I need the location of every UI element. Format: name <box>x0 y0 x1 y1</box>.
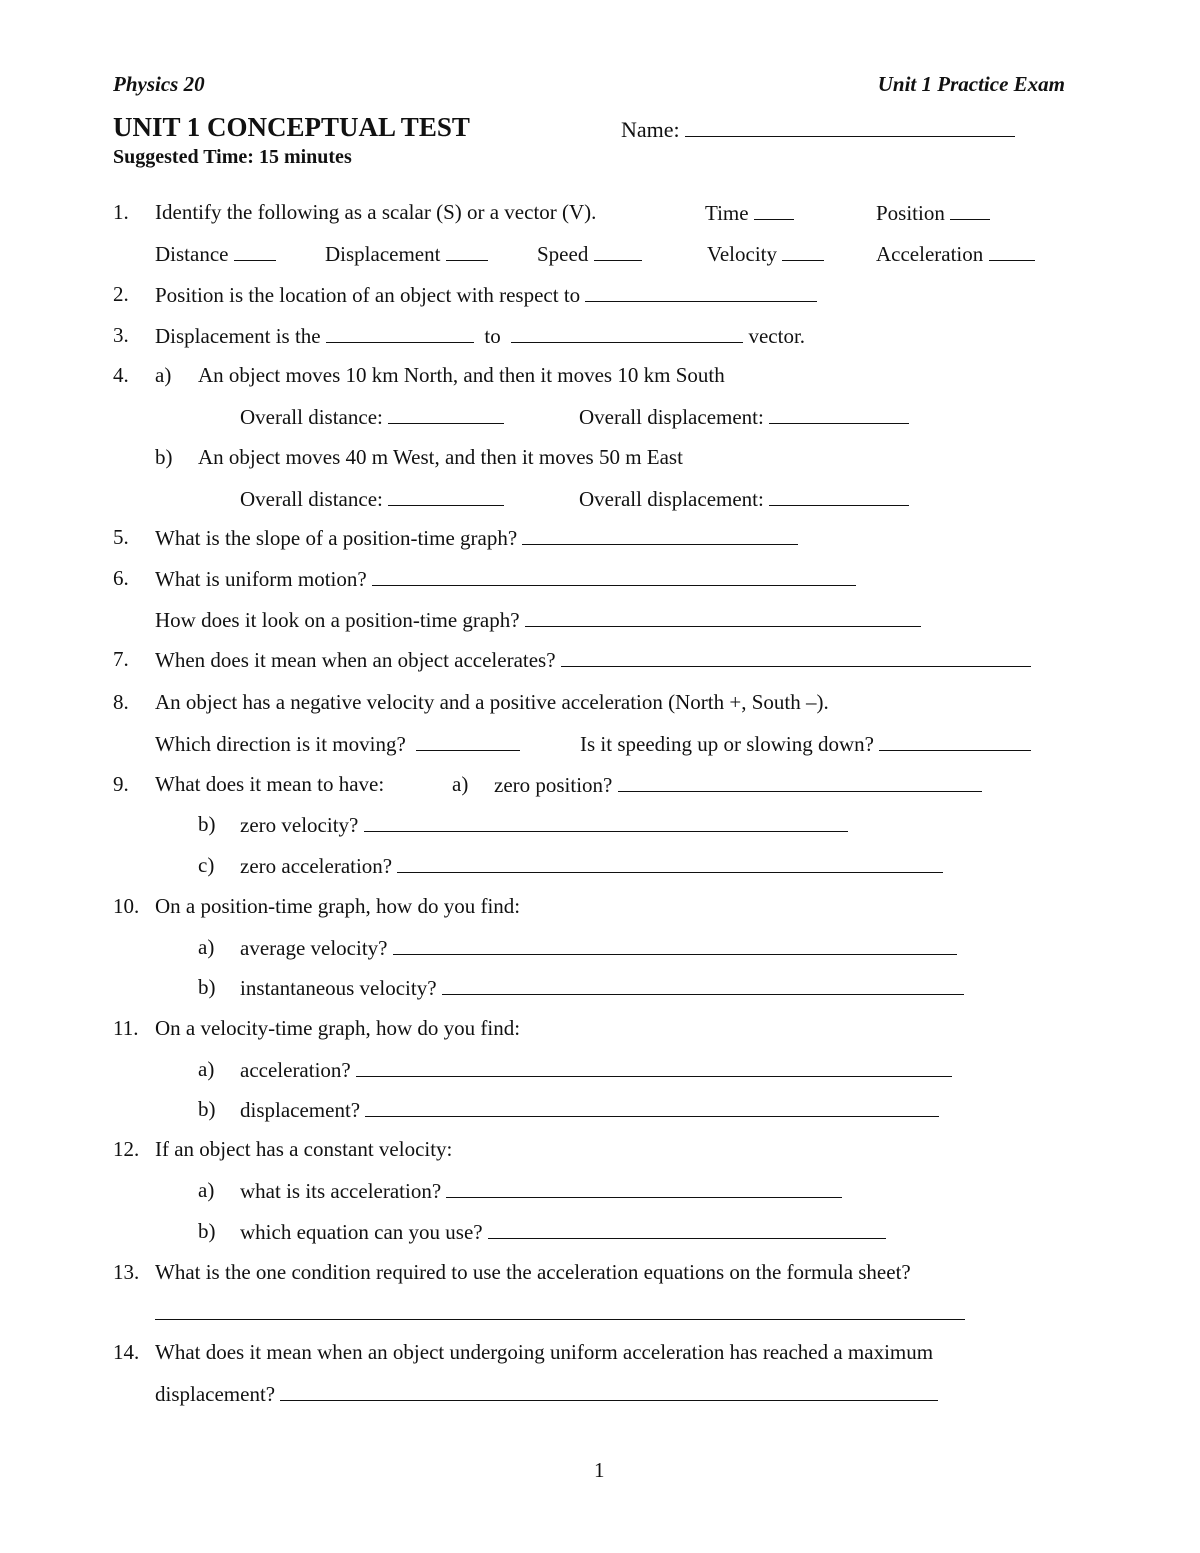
answer-blank[interactable] <box>525 607 921 627</box>
answer-blank[interactable] <box>372 566 856 586</box>
q11b-text: displacement? <box>240 1098 361 1122</box>
q14-text2: displacement? <box>155 1382 276 1406</box>
q9c-text: zero acceleration? <box>240 854 393 878</box>
q10-number: 10. <box>113 894 140 918</box>
q12a-text: what is its acceleration? <box>240 1179 442 1203</box>
q1-text: Identify the following as a scalar (S) or a vector (V). <box>155 200 597 224</box>
q3-text-c: vector. <box>748 324 806 348</box>
q14-text: What does it mean when an object undergoing uniform acceleration has reached a maximum <box>155 1340 934 1364</box>
q8-number: 8. <box>113 690 129 714</box>
q6-row <box>155 566 856 592</box>
q4b-distance <box>240 486 504 512</box>
q10-text: On a position-time graph, how do you find: <box>155 894 521 918</box>
answer-blank[interactable] <box>388 486 504 506</box>
q9-text: What does it mean to have: <box>155 772 385 796</box>
q9a-label: a) <box>452 772 469 796</box>
q13-answer-line[interactable] <box>155 1300 965 1326</box>
answer-blank[interactable] <box>522 525 798 545</box>
answer-blank[interactable] <box>326 323 474 343</box>
q7-number: 7. <box>113 647 129 671</box>
q12a-row <box>240 1178 842 1204</box>
q1-item-label: Acceleration <box>876 242 984 266</box>
q4a-text: An object moves 10 km North, and then it moves 10 km South <box>198 363 725 387</box>
answer-blank[interactable] <box>397 853 943 873</box>
q14-row2 <box>155 1381 938 1407</box>
answer-blank[interactable] <box>388 404 504 424</box>
answer-blank[interactable] <box>618 772 982 792</box>
page-number: 1 <box>594 1458 605 1482</box>
q4b-text: An object moves 40 m West, and then it moves 50 m East <box>198 445 683 469</box>
q1-item-position[interactable] <box>876 200 990 226</box>
q6-number: 6. <box>113 566 129 590</box>
q4a-displacement <box>579 404 909 430</box>
q11a-row <box>240 1057 952 1083</box>
q11a-text: acceleration? <box>240 1058 351 1082</box>
q10b-text: instantaneous velocity? <box>240 976 437 1000</box>
displacement-label: Overall displacement: <box>579 405 764 429</box>
answer-blank[interactable] <box>365 1097 939 1117</box>
q11b-row <box>240 1097 939 1123</box>
answer-blank[interactable] <box>769 404 909 424</box>
q2-text: Position is the location of an object with respect to <box>155 283 581 307</box>
q8-speeding-label: Is it speeding up or slowing down? <box>580 732 874 756</box>
q2-row <box>155 282 817 308</box>
q12a-label: a) <box>198 1178 215 1202</box>
q1-item-velocity[interactable] <box>707 241 824 267</box>
q5-text: What is the slope of a position-time graph? <box>155 526 518 550</box>
answer-blank[interactable] <box>782 241 824 261</box>
q10b-row <box>240 975 964 1001</box>
q13-number: 13. <box>113 1260 140 1284</box>
answer-blank[interactable] <box>594 241 642 261</box>
q5-row <box>155 525 798 551</box>
q6-text: What is uniform motion? <box>155 567 367 591</box>
q9-number: 9. <box>113 772 129 796</box>
q1-item-label: Velocity <box>707 242 777 266</box>
q1-item-label: Position <box>876 201 945 225</box>
q11-number: 11. <box>113 1016 139 1040</box>
q1-item-label: Displacement <box>325 242 441 266</box>
displacement-label: Overall displacement: <box>579 487 764 511</box>
q9b-label: b) <box>198 812 216 836</box>
answer-blank[interactable] <box>561 647 1031 667</box>
q9b-row <box>240 812 848 838</box>
answer-blank[interactable] <box>442 975 964 995</box>
page-title: UNIT 1 CONCEPTUAL TEST <box>113 112 470 142</box>
q10a-label: a) <box>198 935 215 959</box>
q10a-text: average velocity? <box>240 936 388 960</box>
q8-speeding <box>580 731 1031 757</box>
q12-number: 12. <box>113 1137 140 1161</box>
q6-text2: How does it look on a position-time graph? <box>155 608 520 632</box>
answer-blank[interactable] <box>585 282 817 302</box>
name-field[interactable] <box>621 117 1015 143</box>
q12-text: If an object has a constant velocity: <box>155 1137 453 1161</box>
q9c-label: c) <box>198 853 215 877</box>
answer-blank[interactable] <box>446 1178 842 1198</box>
q3-row <box>155 323 805 349</box>
q8-direction-label: Which direction is it moving? <box>155 732 406 756</box>
q7-row <box>155 647 1031 673</box>
answer-blank[interactable] <box>488 1219 886 1239</box>
answer-blank[interactable] <box>769 486 909 506</box>
q4a-distance <box>240 404 504 430</box>
q11-text: On a velocity-time graph, how do you find: <box>155 1016 521 1040</box>
answer-blank[interactable] <box>446 241 488 261</box>
suggested-time: Suggested Time: 15 minutes <box>113 146 352 168</box>
distance-label: Overall distance: <box>240 405 383 429</box>
q11b-label: b) <box>198 1097 216 1121</box>
answer-blank[interactable] <box>416 731 520 751</box>
q10a-row <box>240 935 957 961</box>
q9b-text: zero velocity? <box>240 813 359 837</box>
q4b-label: b) <box>155 445 173 469</box>
q1-item-label: Speed <box>537 242 589 266</box>
q4a-label: a) <box>155 363 172 387</box>
answer-blank[interactable] <box>754 200 794 220</box>
answer-blank[interactable] <box>280 1381 938 1401</box>
q6-row2 <box>155 607 921 633</box>
name-blank[interactable] <box>685 117 1015 137</box>
answer-blank[interactable] <box>356 1057 952 1077</box>
q14-number: 14. <box>113 1340 140 1364</box>
q12b-text: which equation can you use? <box>240 1220 483 1244</box>
q1-item-speed[interactable] <box>537 241 642 267</box>
q3-text-a: Displacement is the <box>155 324 321 348</box>
q9a-text: zero position? <box>494 773 613 797</box>
answer-blank[interactable] <box>511 323 743 343</box>
q1-item-displacement[interactable] <box>325 241 488 267</box>
q1-item-acceleration[interactable] <box>876 241 1035 267</box>
q1-item-distance[interactable] <box>155 241 276 267</box>
q9c-row <box>240 853 943 879</box>
answer-blank[interactable] <box>393 935 957 955</box>
q3-number: 3. <box>113 323 129 347</box>
name-label: Name: <box>621 117 680 142</box>
answer-blank[interactable] <box>950 200 990 220</box>
q1-item-label: Distance <box>155 242 229 266</box>
q13-text: What is the one condition required to use the acceleration equations on the formula sheet? <box>155 1260 911 1284</box>
answer-blank[interactable] <box>234 241 276 261</box>
q4-number: 4. <box>113 363 129 387</box>
q10b-label: b) <box>198 975 216 999</box>
q1-item-time[interactable] <box>705 200 794 226</box>
q12b-row <box>240 1219 886 1245</box>
answer-blank[interactable] <box>155 1300 965 1320</box>
q12b-label: b) <box>198 1219 216 1243</box>
q1-item-label: Time <box>705 201 749 225</box>
q8-direction <box>155 731 520 757</box>
exam-header: Unit 1 Practice Exam <box>877 72 1065 96</box>
q5-number: 5. <box>113 525 129 549</box>
answer-blank[interactable] <box>879 731 1031 751</box>
q7-text: When does it mean when an object accelerates? <box>155 648 556 672</box>
q3-text-b: to <box>484 324 501 348</box>
answer-blank[interactable] <box>364 812 848 832</box>
q4b-displacement <box>579 486 909 512</box>
q8-text: An object has a negative velocity and a positive acceleration (North +, South –). <box>155 690 829 714</box>
q1-number: 1. <box>113 200 129 224</box>
q11a-label: a) <box>198 1057 215 1081</box>
q2-number: 2. <box>113 282 129 306</box>
q9a-row <box>494 772 982 798</box>
answer-blank[interactable] <box>989 241 1035 261</box>
distance-label: Overall distance: <box>240 487 383 511</box>
course-header: Physics 20 <box>113 72 205 96</box>
